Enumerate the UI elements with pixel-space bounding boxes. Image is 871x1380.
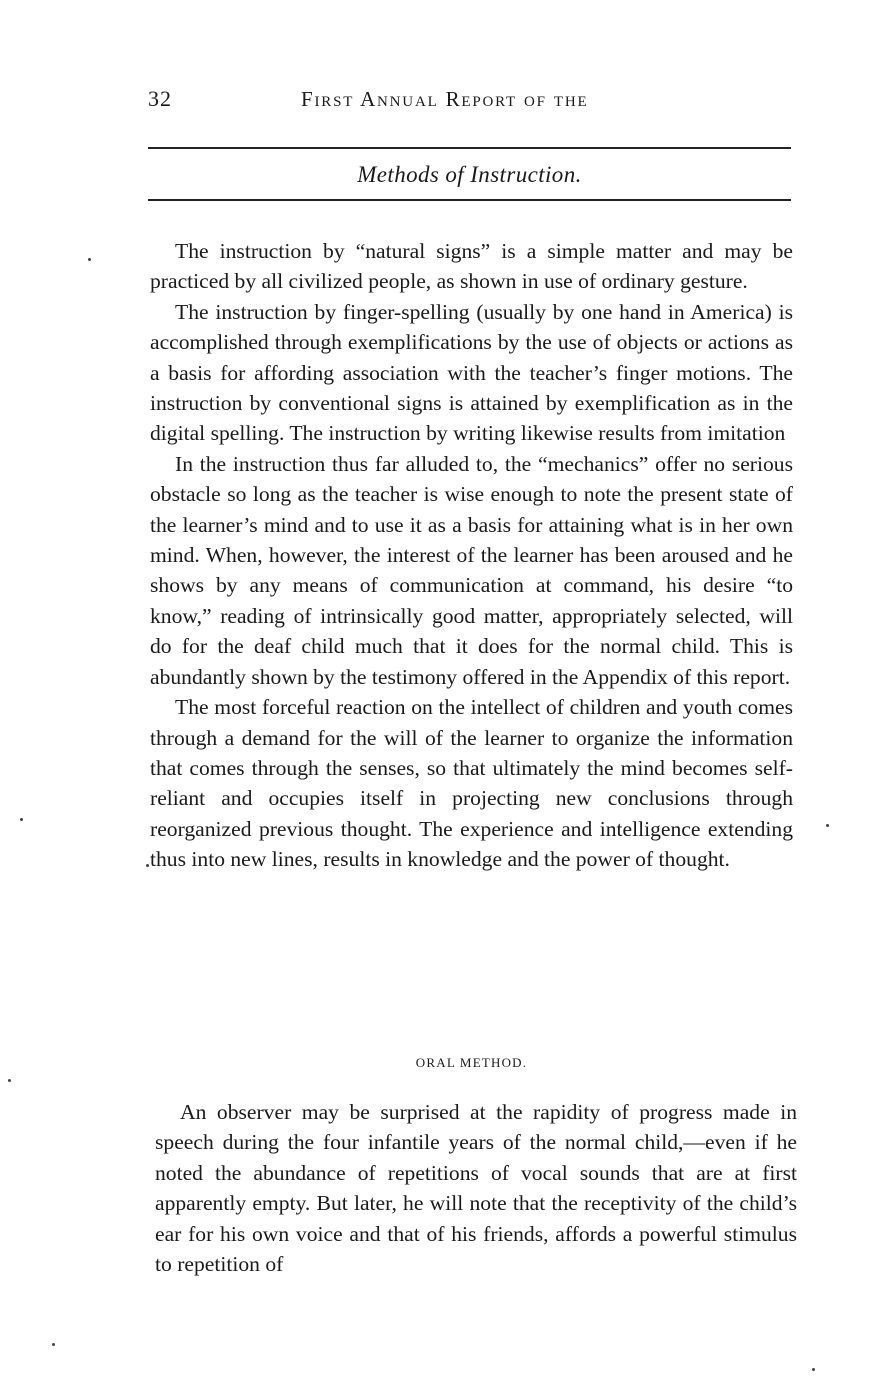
paragraph-finger-spelling: The instruction by finger-spelling (usually by one hand in America) is accomplished through exemplifications by the use of objects or actions as a basis for affording association with the teacher’s finger motions. The instruction by conventional signs is attained by exemplification as in the digital spelling. The instruction by writing likewise results from imitation — [150, 299, 793, 446]
paragraph-forceful-reaction: The most forceful reaction on the intellect of children and youth comes through a demand for the will of the learner to organize the information that comes through the senses, so that ultimately the mind becomes self-reliant and occupies itself in projecting new conclusions through reorganized previous thought. The experience and intelligence extending thus into new lines, results in knowledge and the power of thought. — [150, 695, 793, 872]
scan-speck — [812, 1368, 815, 1371]
scan-speck — [88, 258, 91, 261]
scan-speck — [8, 1079, 11, 1082]
subheading-oral-method: ORAL METHOD. — [415, 1055, 528, 1070]
scan-speck — [20, 818, 23, 821]
scan-speck — [52, 1343, 55, 1346]
page-number: 32 — [148, 86, 172, 111]
header-rule-bottom — [148, 199, 791, 201]
oral-method-text — [155, 1097, 797, 1279]
running-head-title: First Annual Report of the — [301, 87, 589, 111]
section-title: Methods of Instruction. — [357, 162, 582, 187]
paragraph-mechanics: In the instruction thus far alluded to, the “mechanics” offer no serious obstacle so long as the teacher is wise enough to note the present state of the learner’s mind and to use it as a basis for attaining what is in her own mind. When, however, the interest of the learner has been aroused and he shows by any means of communication at command, his desire “to know,” reading of intrinsically good matter, appropriately selected, will do for the deaf child much that it does for the normal child. This is abundantly shown by the testimony offered in the Appendix of this report. — [150, 451, 793, 689]
running-head — [148, 86, 791, 118]
scan-speck — [826, 824, 829, 827]
body-text — [150, 236, 793, 875]
paragraph-observer: An observer may be surprised at the rapidity of progress made in speech during the four infantile years of the normal child,—even if he noted the abundance of repetitions of vocal sounds that are at first apparently empty. But later, he will note that the receptivity of the child’s ear for his own voice and that of his friends, affords a powerful stimulus to repetition of — [155, 1100, 797, 1277]
scan-speck — [146, 864, 149, 867]
header-rule-top — [148, 147, 791, 149]
paragraph-natural-signs: The instruction by “natural signs” is a simple matter and may be practiced by all civilized people, as shown in use of ordinary gesture. — [150, 239, 793, 294]
